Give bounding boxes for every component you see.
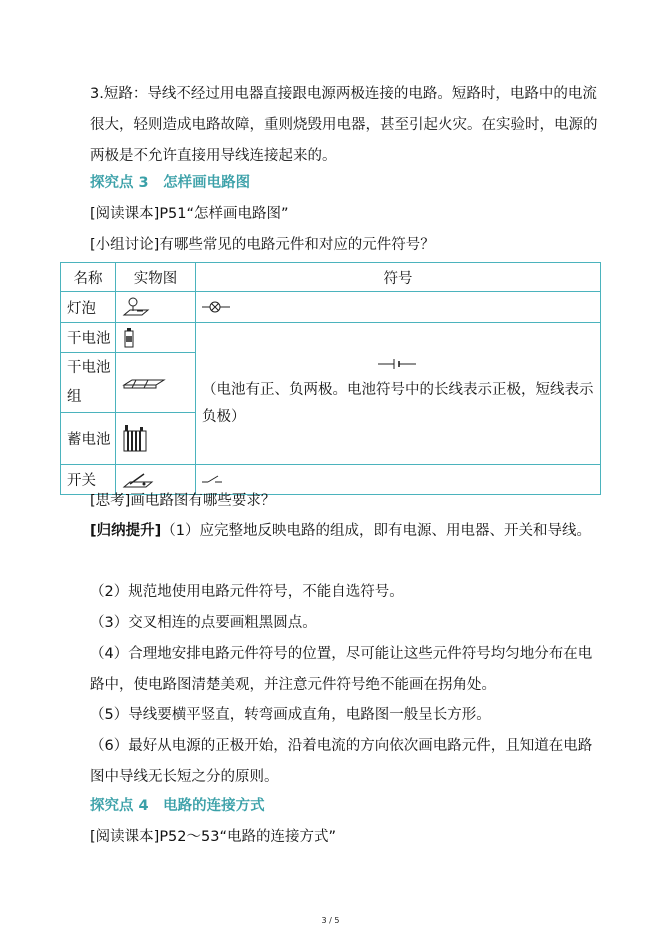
reading-instruction-3: [阅读课本]P51“怎样画电路图” (90, 206, 289, 222)
think-question: [思考]画电路图有哪些要求？ (90, 493, 276, 509)
dry-cell-icon (116, 323, 196, 353)
reading-instruction-4: [阅读课本]P52～53“电路的连接方式” (90, 829, 336, 845)
light-bulb-icon (116, 292, 196, 323)
row-name: 干电池组 (61, 353, 116, 413)
summary-label: [归纳提升] (90, 523, 162, 539)
row-name: 蓄电池 (61, 413, 116, 465)
summary-item-6: （6）最好从电源的正极开始，沿着电流的方向依次画电路元件，且知道在电路图中导线无长短之分的原则。 (90, 738, 593, 785)
component-table (60, 262, 601, 495)
switch-symbol-icon (196, 465, 601, 495)
section-4-heading: 探究点 4 电路的连接方式 (90, 798, 265, 814)
summary-item-4: （4）合理地安排电路元件符号的位置，尽可能让这些元件符号均匀地分布在电路中，使电路图清楚美观，并注意元件符号绝不能画在拐角处。 (90, 646, 593, 693)
battery-symbol-icon (202, 357, 594, 371)
summary-item-2: （2）规范地使用电路元件符号，不能自选符号。 (90, 584, 404, 600)
group-discussion: [小组讨论]有哪些常见的电路元件和对应的元件符号？ (90, 237, 435, 253)
summary-text: （1）应完整地反映电路的组成，即有电源、用电器、开关和导线。 (161, 523, 591, 539)
page-number: 3 / 5 (321, 916, 340, 925)
header-name: 名称 (61, 263, 116, 292)
header-image: 实物图 (116, 263, 196, 292)
section-3-heading: 探究点 3 怎样画电路图 (90, 175, 251, 191)
summary-item-1 (90, 516, 603, 547)
header-symbol: 符号 (196, 263, 601, 292)
row-name: 开关 (61, 465, 116, 495)
paragraph-short-circuit: 3.短路：导线不经过用电器直接跟电源两极连接的电路。短路时，电路中的电流很大，轻则造成电路故障，重则烧毁用电器，甚至引起火灾。在实验时，电源的两极是不允许直接用导线连接起来的。 (90, 86, 598, 164)
battery-pack-icon (116, 353, 196, 413)
lamp-symbol-icon (196, 292, 601, 323)
summary-item-5: （5）导线要横平竖直，转弯画成直角，电路图一般呈长方形。 (90, 707, 491, 723)
switch-icon (116, 465, 196, 495)
table-header-row (61, 263, 601, 292)
battery-symbol-cell (196, 323, 601, 465)
row-name: 干电池 (61, 323, 116, 353)
summary-item-3: （3）交叉相连的点要画粗黑圆点。 (90, 615, 317, 631)
table-row (61, 323, 601, 353)
battery-note: （电池有正、负两极。电池符号中的长线表示正极，短线表示负极） (202, 381, 594, 425)
table-row (61, 292, 601, 323)
row-name: 灯泡 (61, 292, 116, 323)
storage-battery-icon (116, 413, 196, 465)
table-row (61, 465, 601, 495)
